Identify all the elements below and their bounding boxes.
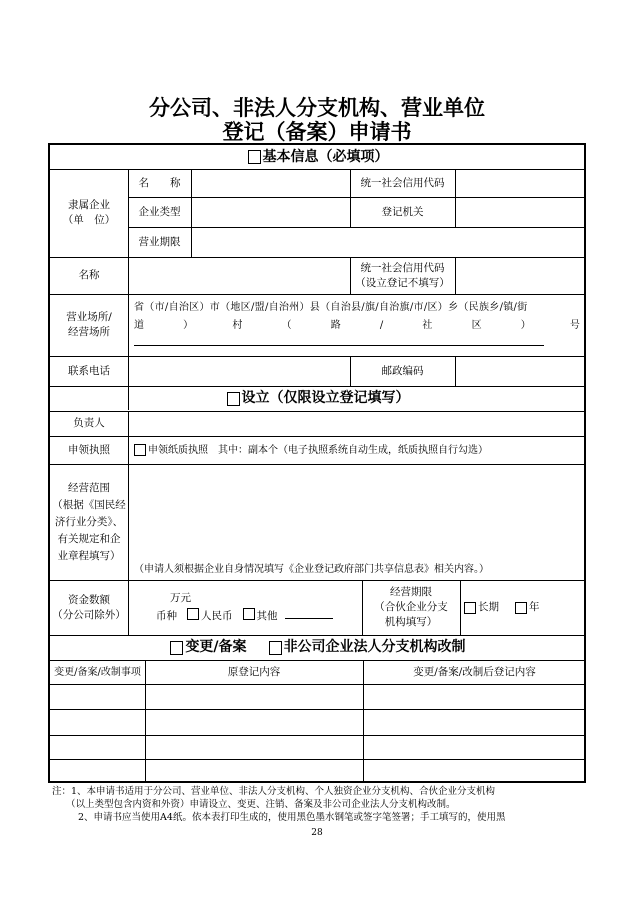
section-basic-info: 基本信息（必填项） bbox=[50, 145, 586, 169]
address-token: 区 bbox=[471, 320, 482, 331]
branch-name-input[interactable] bbox=[128, 257, 350, 294]
postal-code-input[interactable] bbox=[455, 356, 586, 386]
registration-authority-label: 登记机关 bbox=[381, 205, 424, 218]
address-token: ） bbox=[183, 320, 194, 331]
address-token: 路 bbox=[330, 320, 341, 331]
business-term-input[interactable] bbox=[191, 227, 586, 257]
section-basic-checkbox[interactable] bbox=[248, 150, 261, 164]
section-establish-checkbox[interactable] bbox=[227, 392, 240, 406]
business-scope-note: （申请人须根据企业自身情况填写《企业登记政府部门共享信息表》相关内容。） bbox=[134, 563, 489, 575]
phone-input[interactable] bbox=[128, 356, 350, 386]
currency-other-input[interactable] bbox=[285, 618, 333, 619]
change-row[interactable] bbox=[50, 684, 586, 709]
term-long-checkbox[interactable] bbox=[464, 602, 476, 614]
principal-input[interactable] bbox=[128, 411, 586, 436]
page-number: 28 bbox=[311, 828, 323, 838]
section-conversion-checkbox[interactable] bbox=[269, 641, 282, 655]
operating-term-options: 长期 年 bbox=[464, 580, 584, 635]
address-token: ） bbox=[520, 320, 531, 331]
change-row[interactable] bbox=[50, 759, 586, 783]
capital-unit: 万元 bbox=[170, 592, 191, 604]
address-token: 道 bbox=[134, 320, 144, 331]
change-header-new: 变更/备案/改制后登记内容 bbox=[413, 665, 536, 678]
note-line2: （以上类型包含内资和外资）申请设立、变更、注销、备案及非公司企业法人分支机构改制。 bbox=[66, 799, 456, 810]
capital-label: 资金数额 （分公司除外） bbox=[52, 593, 126, 621]
license-options: 申领纸质执照 其中：副本个（电子执照系统自动生成，纸质执照自行勾选） bbox=[134, 436, 584, 464]
branch-name-label: 名称 bbox=[78, 269, 100, 281]
enterprise-type-input[interactable] bbox=[191, 197, 350, 227]
note-line1: 注：1、本申请书适用于分公司、营业单位、非法人分支机构、个人独资企业分支机构、合伙企业分支机构 bbox=[52, 786, 496, 797]
section-establish: 设立（仅限设立登记填写） bbox=[50, 386, 586, 411]
enterprise-type-label: 企业类型 bbox=[138, 205, 181, 218]
branch-credit-code-input[interactable] bbox=[455, 257, 586, 294]
business-scope-label: 经营范围 （根据《国民经 济行业分类》、 有关规定和企 业章程填写） bbox=[52, 481, 126, 562]
term-year-checkbox[interactable] bbox=[515, 602, 527, 614]
registration-authority-input[interactable] bbox=[455, 197, 586, 227]
premises-address-line1: 省（市/自治区）市（地区/盟/自治州）县（自治县/旗/自治旗/市/区）乡（民族乡/镇/街 bbox=[134, 302, 528, 313]
change-header-item: 变更/备案/改制事项 bbox=[54, 666, 141, 678]
change-row[interactable] bbox=[50, 735, 586, 759]
address-token: 村 bbox=[232, 320, 243, 331]
parent-credit-code-input[interactable] bbox=[455, 169, 586, 197]
principal-label: 负责人 bbox=[73, 417, 105, 429]
address-token: 号 bbox=[569, 320, 580, 331]
currency-options: 币种 人民币 其他 bbox=[156, 608, 333, 623]
premises-label: 营业场所/ 经营场所 bbox=[66, 311, 112, 338]
address-token: （ bbox=[281, 320, 292, 331]
change-row[interactable] bbox=[50, 709, 586, 735]
operating-term-label: 经营期限 （合伙企业分支 机构填写） bbox=[374, 586, 448, 628]
form-title-line2: 登记（备案）申请书 bbox=[222, 120, 412, 144]
branch-credit-code-label: 统一社会信用代码 （设立登记不填写） bbox=[355, 261, 450, 289]
section-change-checkbox[interactable] bbox=[170, 641, 183, 655]
change-header-original: 原登记内容 bbox=[227, 665, 281, 678]
premises-address-line2 bbox=[134, 317, 580, 335]
application-form-table bbox=[48, 143, 586, 783]
address-token: / bbox=[379, 320, 384, 331]
postal-code-label: 邮政编码 bbox=[381, 364, 424, 377]
section-change: 变更/备案 非公司企业法人分支机构改制 bbox=[50, 635, 586, 660]
phone-label: 联系电话 bbox=[68, 364, 110, 377]
parent-name-label: 名 称 bbox=[138, 176, 181, 189]
address-token: 社 bbox=[422, 320, 433, 331]
form-title-line1: 分公司、非法人分支机构、营业单位 bbox=[149, 96, 485, 120]
parent-name-input[interactable] bbox=[191, 169, 350, 197]
currency-other-checkbox[interactable] bbox=[243, 608, 255, 620]
business-term-label: 营业期限 bbox=[138, 235, 181, 248]
paper-license-checkbox[interactable] bbox=[134, 444, 146, 456]
license-label: 申领执照 bbox=[68, 443, 110, 456]
note-line3: 2、申请书应当使用A4纸。依本表打印生成的，使用黑色墨水钢笔或签字笔签署；手工填写的，使用黑 bbox=[78, 812, 506, 823]
parent-enterprise-label: 隶属企业 （单 位） bbox=[62, 199, 116, 226]
business-scope-input[interactable] bbox=[128, 464, 586, 560]
currency-rmb-checkbox[interactable] bbox=[187, 608, 199, 620]
parent-credit-code-label: 统一社会信用代码 bbox=[360, 176, 445, 189]
